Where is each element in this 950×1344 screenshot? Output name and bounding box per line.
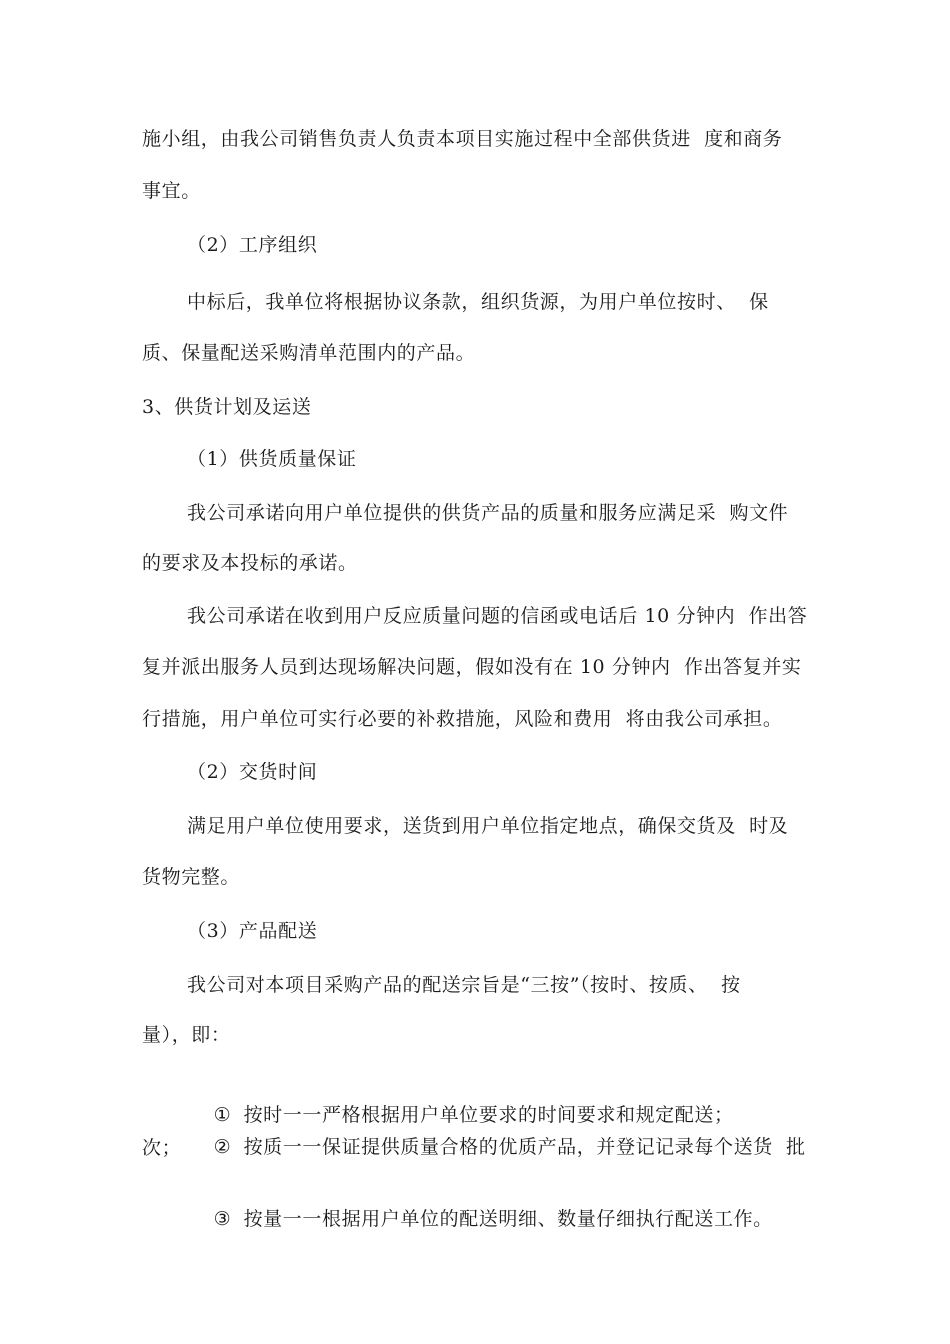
list-marker: ①	[213, 1104, 232, 1126]
paragraph-line: 满足用户单位使用要求，送货到用户单位指定地点，确保交货及 时及	[187, 815, 789, 837]
paragraph-line: 事宜。	[142, 180, 201, 202]
list-item-text: 按量一一根据用户单位的配送明细、数量仔细执行配送工作。	[243, 1208, 773, 1230]
list-marker: ②	[213, 1136, 232, 1158]
list-item	[187, 1108, 806, 1186]
paragraph-line: 施小组，由我公司销售负责人负责本项目实施过程中全部供货进 度和商务	[142, 128, 783, 150]
list-item-text: 按时一一严格根据用户单位要求的时间要求和规定配送；	[243, 1104, 734, 1126]
section-heading: 3、供货计划及运送	[142, 396, 312, 418]
paragraph-line: 我公司对本项目采购产品的配送宗旨是“三按”（按时、按质、 按	[187, 974, 741, 996]
subheading-quality: （1）供货质量保证	[187, 448, 357, 470]
paragraph-line: 量），即：	[142, 1024, 231, 1046]
subheading-delivery-time: （2）交货时间	[187, 761, 318, 783]
list-item-continuation: 次；	[142, 1137, 182, 1159]
paragraph-line: 的要求及本投标的承诺。	[142, 552, 358, 574]
list-marker: ③	[213, 1208, 232, 1230]
list-item	[187, 1180, 773, 1258]
paragraph-line: 复并派出服务人员到达现场解决问题，假如没有在 10 分钟内 作出答复并实	[142, 656, 802, 678]
subheading-delivery: （3）产品配送	[187, 920, 318, 942]
paragraph-line: 我公司承诺在收到用户反应质量问题的信函或电话后 10 分钟内 作出答	[187, 605, 808, 627]
subheading-process: （2）工序组织	[187, 234, 318, 256]
paragraph-line: 行措施，用户单位可实行必要的补救措施，风险和费用 将由我公司承担。	[142, 708, 783, 730]
paragraph-line: 质、保量配送采购清单范围内的产品。	[142, 342, 476, 364]
paragraph-line: 货物完整。	[142, 866, 241, 888]
paragraph-line: 我公司承诺向用户单位提供的供货产品的质量和服务应满足采 购文件	[187, 502, 789, 524]
list-item-text: 按质一一保证提供质量合格的优质产品，并登记记录每个送货 批	[243, 1136, 806, 1158]
paragraph-line: 中标后，我单位将根据协议条款，组织货源，为用户单位按时、 保	[187, 291, 769, 313]
